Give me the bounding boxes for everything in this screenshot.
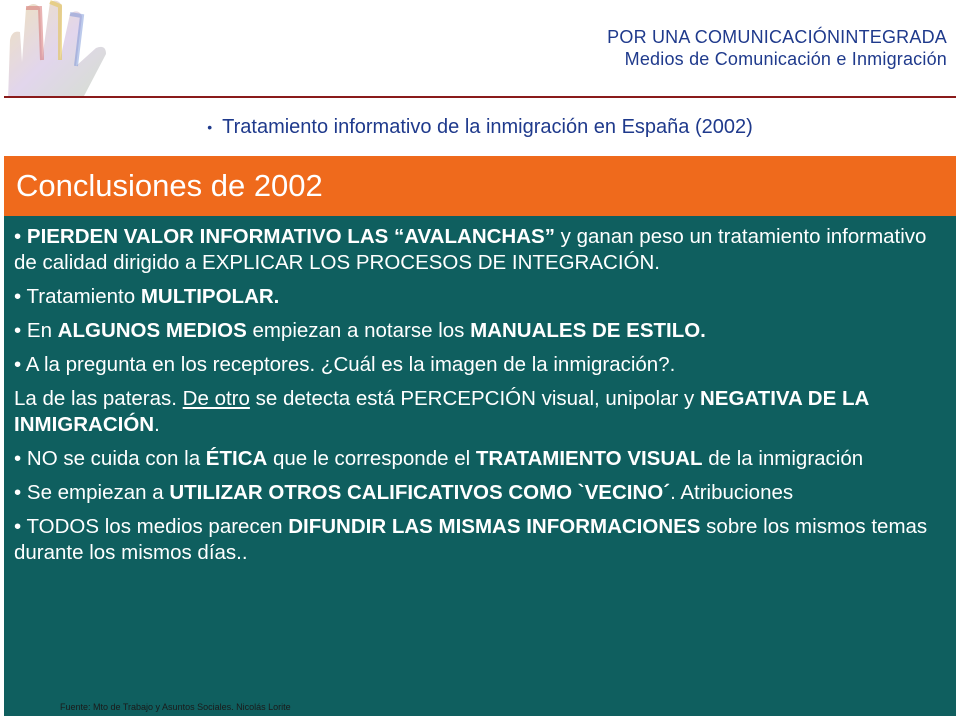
text-bold: MULTIPOLAR. (140, 285, 280, 308)
text: . (154, 413, 160, 436)
text-bold: MANUALES DE ESTILO. (470, 319, 706, 342)
text: . Atribuciones (670, 481, 794, 504)
paragraph-pregunta (14, 352, 946, 378)
text: empiezan a notarse los (246, 319, 471, 342)
content-panel (4, 216, 956, 716)
text-bold: TRATAMIENTO VISUAL (475, 447, 703, 470)
bullet-icon: • (14, 481, 22, 504)
text-underline: De otro (182, 387, 250, 410)
bullet-icon: • (14, 319, 22, 342)
paragraph-calificativos (14, 480, 946, 506)
bullet-icon: • (14, 447, 22, 470)
header-subtitle: Medios de Comunicación e Inmigración (624, 49, 947, 69)
text-bold: ÉTICA (205, 447, 268, 470)
text: Se empiezan a (26, 481, 170, 504)
header (607, 26, 947, 70)
source-footnote: Fuente: Mto de Trabajo y Asuntos Sociales. Nicolás Lorite (60, 702, 291, 712)
text: que le corresponde el (267, 447, 476, 470)
text: A la pregunta en los receptores. ¿Cuál es la imagen de la inmigración?. (25, 353, 676, 376)
text: Tratamiento (26, 285, 141, 308)
text-bold: PIERDEN VALOR INFORMATIVO LAS “AVALANCHAS” (26, 225, 555, 248)
slide-title: Conclusiones de 2002 (16, 168, 323, 203)
header-title: POR UNA COMUNICACIÓNINTEGRADA (607, 27, 947, 47)
bullet-icon: • (14, 225, 22, 248)
slide-title-bar (4, 156, 956, 216)
text-bold: DIFUNDIR LAS MISMAS INFORMACIONES (288, 515, 701, 538)
bullet-icon: • (207, 119, 213, 135)
text-bold: ALGUNOS MEDIOS (57, 319, 247, 342)
bullet-icon: • (14, 515, 22, 538)
text: NO se cuida con la (26, 447, 206, 470)
paragraph-pateras (14, 386, 946, 438)
text: se detecta está PERCEPCIÓN visual, unipolar y (249, 387, 700, 410)
hand-logo-icon (0, 0, 130, 100)
bullet-icon: • (14, 285, 22, 308)
text: La de las pateras. (14, 387, 183, 410)
paragraph-todos-medios (14, 514, 946, 566)
paragraph-avalanchas (14, 224, 946, 276)
paragraph-etica (14, 446, 946, 472)
paragraph-multipolar (14, 284, 946, 310)
topic-text: Tratamiento informativo de la inmigración en España (2002) (222, 115, 753, 138)
text: de la inmigración (702, 447, 864, 470)
text-bold: NEGATIVA DE LA INMIGRACIÓN (14, 387, 869, 436)
text: En (26, 319, 58, 342)
text: TODOS los medios parecen (26, 515, 289, 538)
text: sobre los mismos temas durante los mismos días.. (14, 515, 928, 564)
paragraph-manuales (14, 318, 946, 344)
topic-box (4, 96, 956, 156)
text-bold: UTILIZAR OTROS CALIFICATIVOS COMO `VECINO´ (169, 481, 671, 504)
bullet-icon: • (14, 353, 22, 376)
text: y ganan peso un tratamiento informativo de calidad dirigido a EXPLICAR LOS PROCESOS DE INTEGRACIÓN. (14, 225, 927, 274)
